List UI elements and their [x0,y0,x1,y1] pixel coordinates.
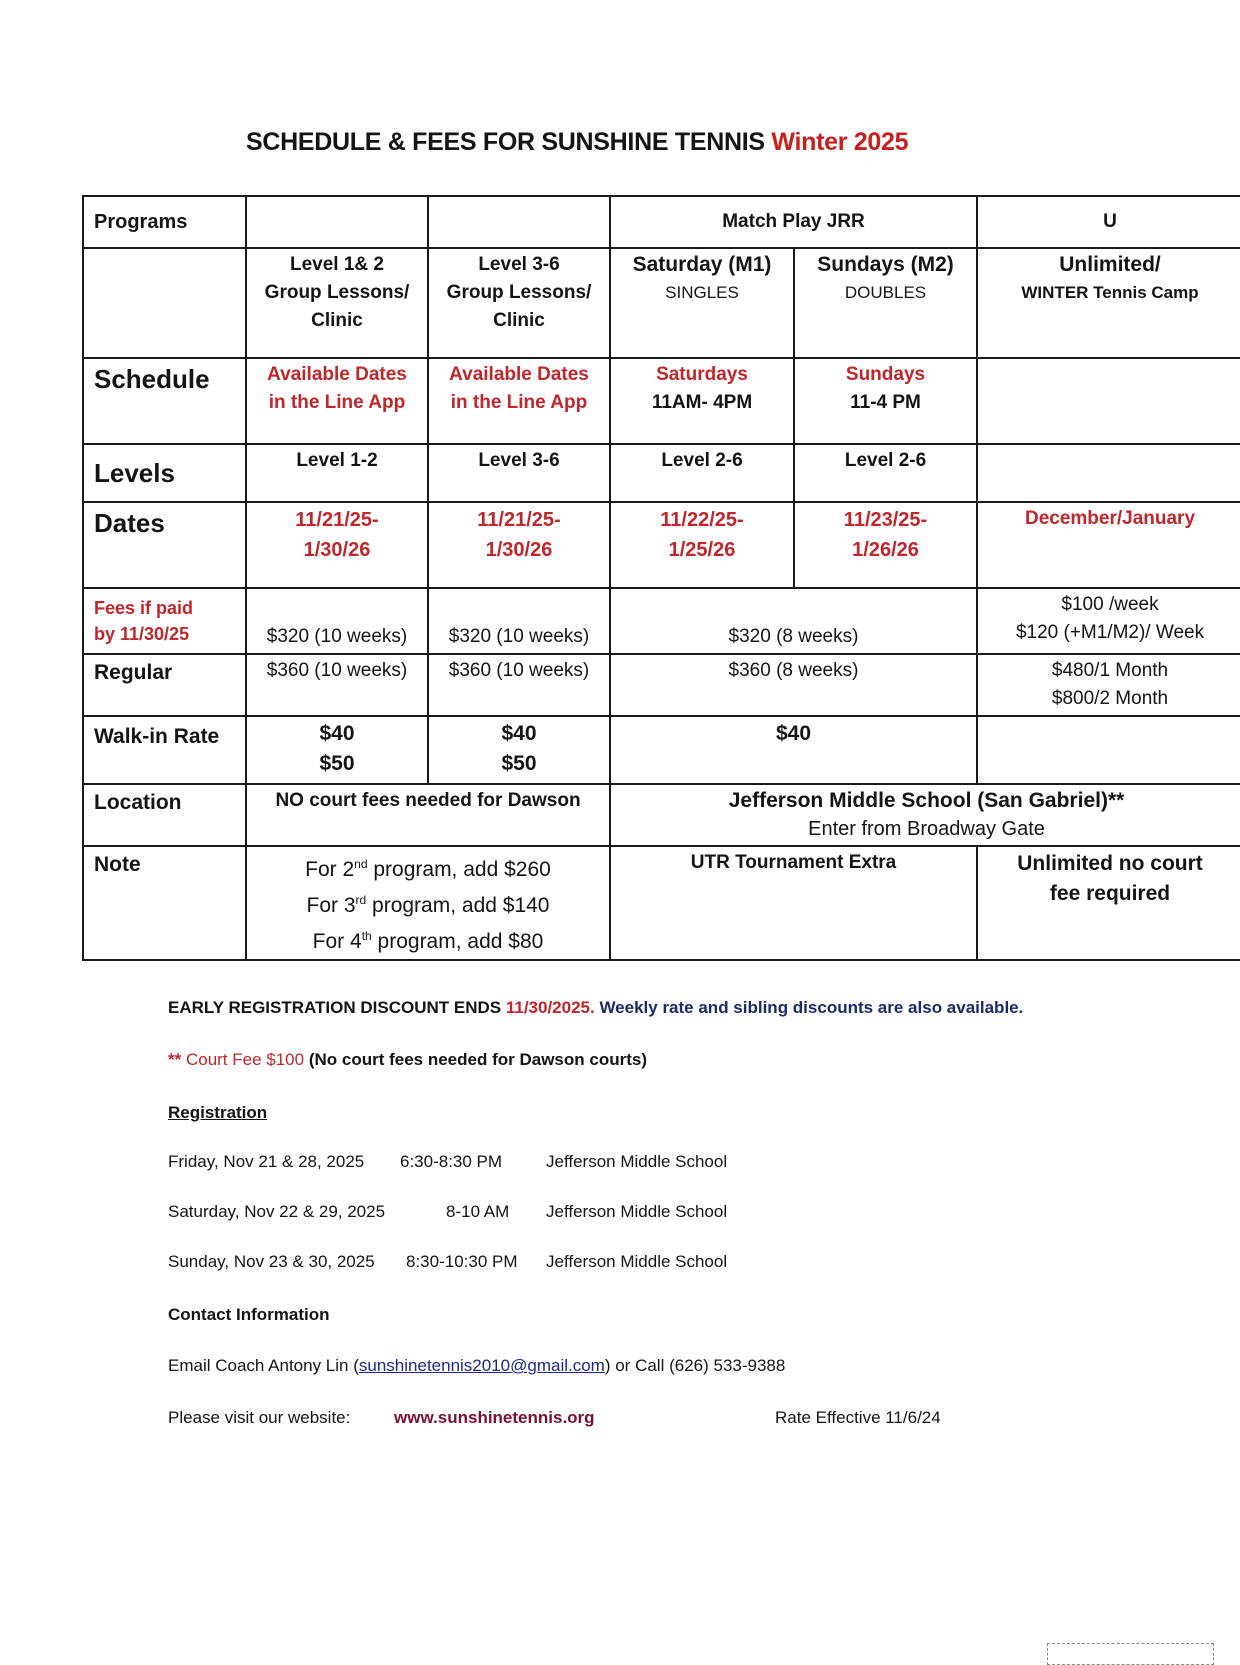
program-saturday-m1 [610,248,794,358]
early-discount-suffix: Weekly rate and sibling discounts are also available. [594,998,1024,1017]
program-level36-line1: Level 3-6 [478,254,560,275]
registration-time: 8:30-10:30 PM [406,1252,518,1271]
note-lessons [246,846,610,960]
location-row [83,784,1240,846]
program-unlimited [977,248,1240,358]
program-unlimited-line2: WINTER Tennis Camp [1021,283,1199,302]
program-sunday-line1: Sundays (M2) [817,253,954,276]
early-fee-unlimited [977,588,1240,654]
walkin-level36-line2: $50 [501,752,537,775]
schedule-sunday-line1: Sundays [845,364,926,385]
program-names-label [83,248,246,358]
walkin-level12 [246,716,428,784]
program-sunday-line2: DOUBLES [844,283,927,302]
dates-row [83,502,1240,588]
dates-sunday [794,502,977,588]
program-saturday-line2: SINGLES [665,283,739,302]
program-level12 [246,248,428,358]
levels-level36: Level 3-6 [428,444,610,502]
u-header: U [977,196,1240,248]
early-discount-prefix: EARLY REGISTRATION DISCOUNT ENDS [168,998,506,1017]
regular-fee-match-play: $360 (8 weeks) [610,654,977,716]
program-level36 [428,248,610,358]
note-2nd-sup: nd [354,857,368,871]
walkin-unlimited [977,716,1240,784]
program-sunday-m2 [794,248,977,358]
regular-fee-unlimited-line2: $800/2 Month [1051,688,1169,709]
registration-day: Friday, Nov 21 & 28, 2025 [168,1152,365,1171]
program-level12-line1: Level 1& 2 [290,254,384,275]
dates-level36-start: 11/21/25- [477,509,561,531]
registration-day: Saturday, Nov 22 & 29, 2025 [168,1202,386,1221]
location-label: Location [83,784,246,846]
note-4th-post: program, add $80 [371,930,544,953]
rate-effective: Rate Effective 11/6/24 [775,1408,941,1427]
court-fee-notice [168,1050,647,1070]
levels-sunday: Level 2-6 [794,444,977,502]
dates-level12 [246,502,428,588]
registration-place: Jefferson Middle School [546,1152,728,1171]
note-match-play: UTR Tournament Extra [610,846,977,960]
note-label: Note [83,846,246,960]
dates-level36 [428,502,610,588]
regular-fee-unlimited [977,654,1240,716]
registration-place: Jefferson Middle School [546,1202,728,1221]
contact-heading: Contact Information [168,1305,330,1324]
header-empty-2 [428,196,610,248]
program-names-row [83,248,1240,358]
early-fee-unlimited-line2: $120 (+M1/M2)/ Week [1015,622,1205,643]
schedule-level36 [428,358,610,444]
walkin-level36 [428,716,610,784]
early-discount-date: 11/30/2025. [505,998,595,1017]
note-4th-program [251,921,605,957]
dates-level36-end: 1/30/26 [485,539,553,561]
program-level12-line2: Group Lessons/ [264,282,410,303]
schedule-label: Schedule [83,358,246,444]
location-lessons: NO court fees needed for Dawson [246,784,610,846]
schedule-sunday [794,358,977,444]
walkin-row [83,716,1240,784]
registration-row-friday [168,1152,727,1172]
registration-day: Sunday, Nov 23 & 30, 2025 [168,1252,375,1271]
regular-fee-level36: $360 (10 weeks) [428,654,610,716]
registration-time: 6:30-8:30 PM [400,1152,503,1171]
registration-heading: Registration [168,1103,268,1122]
note-2nd-pre: For 2 [305,858,355,881]
note-3rd-post: program, add $140 [366,894,550,917]
contact-line [168,1356,785,1376]
dates-unlimited [977,502,1240,588]
court-fee-amount: Court Fee $100 [181,1050,305,1069]
dates-sunday-end: 1/26/26 [852,539,919,561]
dates-level12-end: 1/30/26 [303,539,371,561]
regular-label: Regular [83,654,246,716]
early-fees-label [83,588,246,654]
schedule-sunday-line2: 11-4 PM [850,392,921,413]
match-play-header: Match Play JRR [610,196,977,248]
regular-fee-unlimited-line1: $480/1 Month [1051,660,1169,681]
header-empty-1 [246,196,428,248]
early-discount-notice [168,998,1023,1018]
walkin-match-play: $40 [610,716,977,784]
walkin-level12-line2: $50 [319,752,355,775]
contact-phone: ) or Call (626) 533-9388 [604,1356,786,1375]
dates-sunday-start: 11/23/25- [843,509,928,531]
levels-row [83,444,1240,502]
note-unlimited-line2: fee required [1049,882,1171,905]
schedule-level12-line2: in the Line App [268,392,406,413]
location-match-play [610,784,1240,846]
program-level12-line3: Clinic [311,310,363,331]
note-2nd-post: program, add $260 [367,858,551,881]
note-3rd-sup: rd [355,893,367,907]
registration-row-saturday [168,1202,727,1222]
page-title [246,128,908,157]
note-unlimited-line1: Unlimited no court [1017,852,1203,875]
dotted-frame-edge [1047,1643,1214,1665]
title-main: SCHEDULE & FEES FOR SUNSHINE TENNIS [246,128,765,156]
note-2nd-program [251,849,605,885]
note-4th-sup: th [361,929,372,943]
regular-row [83,654,1240,716]
schedule-level36-line2: in the Line App [450,392,588,413]
contact-prefix: Email Coach Antony Lin ( [168,1356,359,1375]
walkin-level36-line1: $40 [501,722,537,745]
note-row [83,846,1240,960]
title-season: Winter 2025 [771,128,909,156]
court-fee-note: (No court fees needed for Dawson courts) [304,1050,647,1069]
location-match-line2: Enter from Broadway Gate [808,818,1045,840]
schedule-fees-table [82,195,1240,961]
levels-level12: Level 1-2 [246,444,428,502]
early-fees-label-line1: Fees if paid [94,598,194,618]
note-3rd-program [251,885,605,921]
contact-email-link[interactable]: sunshinetennis2010@gmail.com [358,1356,605,1375]
early-fee-level12: $320 (10 weeks) [246,588,428,654]
levels-saturday: Level 2-6 [610,444,794,502]
programs-header: Programs [83,196,246,248]
website-label: Please visit our website: [168,1408,351,1427]
note-3rd-pre: For 3 [306,894,356,917]
early-fee-level36: $320 (10 weeks) [428,588,610,654]
early-fees-label-line2: by 11/30/25 [94,624,190,644]
schedule-saturday [610,358,794,444]
schedule-level12-line1: Available Dates [267,364,407,385]
schedule-saturday-line2: 11AM- 4PM [651,392,753,413]
regular-fee-level12: $360 (10 weeks) [246,654,428,716]
levels-unlimited [977,444,1240,502]
dates-saturday-start: 11/22/25- [660,509,744,531]
schedule-saturday-line1: Saturdays [656,364,748,385]
early-fee-match-play: $320 (8 weeks) [610,588,977,654]
dates-level12-start: 11/21/25- [295,509,379,531]
dates-saturday-end: 1/25/26 [668,539,736,561]
program-unlimited-line1: Unlimited/ [1059,253,1161,276]
schedule-level12 [246,358,428,444]
levels-label: Levels [83,444,246,502]
dates-unlimited-line1: December/January [1024,508,1196,529]
note-4th-pre: For 4 [312,930,362,953]
schedule-level36-line1: Available Dates [449,364,589,385]
website-link[interactable]: www.sunshinetennis.org [394,1408,595,1427]
early-fees-row [83,588,1240,654]
schedule-unlimited [977,358,1240,444]
dates-label: Dates [83,502,246,588]
program-level36-line3: Clinic [493,310,545,331]
early-fee-unlimited-line1: $100 /week [1061,594,1159,615]
court-fee-stars: ** [168,1050,182,1069]
table-header-row [83,196,1240,248]
walkin-label: Walk-in Rate [83,716,246,784]
website-line [168,1408,595,1428]
registration-time: 8-10 AM [446,1202,510,1221]
walkin-level12-line1: $40 [319,722,355,745]
note-unlimited [977,846,1240,960]
program-saturday-line1: Saturday (M1) [632,253,772,276]
registration-place: Jefferson Middle School [546,1252,728,1271]
dates-saturday [610,502,794,588]
program-level36-line2: Group Lessons/ [446,282,592,303]
location-match-line1: Jefferson Middle School (San Gabriel)** [728,789,1125,812]
schedule-row [83,358,1240,444]
registration-row-sunday [168,1252,727,1272]
